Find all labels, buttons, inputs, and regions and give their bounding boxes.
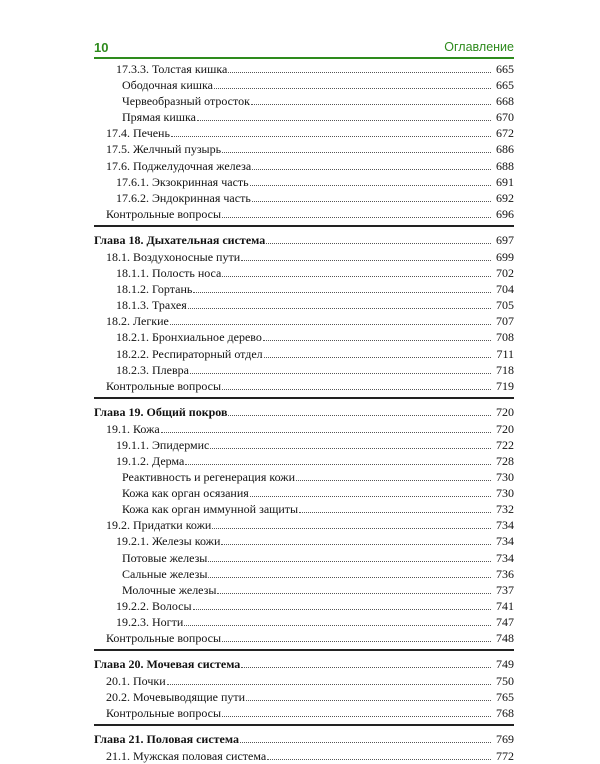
header-rule: [94, 57, 514, 59]
toc-entry-page: 722: [496, 437, 514, 452]
toc-entry-title: 18.2.1. Бронхиальное дерево: [116, 330, 262, 345]
toc-entry-title: 17.4. Печень: [106, 126, 170, 141]
dot-leader: [246, 699, 491, 701]
toc-entry[interactable]: [94, 190, 514, 206]
toc-chapter-entry[interactable]: [94, 731, 514, 748]
toc-entry[interactable]: [94, 533, 514, 549]
page-number: 10: [94, 40, 109, 55]
toc-entry[interactable]: [94, 550, 514, 566]
dot-leader: [212, 527, 491, 529]
toc-entry[interactable]: [94, 206, 514, 222]
dot-leader: [185, 463, 491, 465]
dot-leader: [193, 608, 491, 610]
dot-leader: [170, 323, 491, 325]
toc-entry[interactable]: [94, 437, 514, 453]
toc-entry[interactable]: [94, 453, 514, 469]
toc-entry-title: 19.2.3. Ногти: [116, 614, 184, 629]
toc-entry[interactable]: [94, 485, 514, 501]
dot-leader: [250, 495, 491, 497]
toc-entry-page: 708: [496, 330, 514, 345]
toc-entry-title: Контрольные вопросы: [106, 378, 222, 393]
toc-entry-page: 719: [496, 378, 514, 393]
toc-entry-title: 18.2. Легкие: [106, 314, 169, 329]
toc-entry-page: 772: [496, 749, 514, 764]
toc-entry-title: Глава 18. Дыхательная система: [94, 232, 266, 247]
toc-entry[interactable]: [94, 748, 514, 764]
toc-entry-page: 747: [496, 614, 514, 629]
toc-entry[interactable]: [94, 705, 514, 721]
toc-entry-title: Контрольные вопросы: [106, 631, 222, 645]
toc-entry-page: 665: [496, 62, 514, 76]
toc-group: [94, 731, 514, 764]
toc-chapter-entry[interactable]: [94, 232, 514, 249]
dot-leader: [167, 683, 491, 685]
toc-entry-page: 736: [496, 566, 514, 581]
dot-leader: [197, 119, 491, 121]
toc-group: [94, 656, 514, 721]
dot-leader: [296, 479, 491, 481]
dot-leader: [171, 135, 491, 137]
toc-entry-title: Глава 19. Общий покров: [94, 404, 228, 419]
toc-entry-page: 730: [496, 470, 514, 485]
toc-entry[interactable]: [94, 109, 514, 125]
toc-group: [94, 61, 514, 222]
toc-entry-page: 668: [496, 94, 514, 109]
toc-entry-title: Ободочная кишка: [122, 78, 213, 93]
dot-leader: [208, 560, 491, 562]
toc-entry[interactable]: [94, 329, 514, 345]
toc-entry[interactable]: [94, 362, 514, 378]
toc-entry-page: 768: [496, 706, 514, 721]
toc-entry[interactable]: [94, 501, 514, 517]
dot-leader: [221, 543, 491, 545]
toc-entry[interactable]: [94, 125, 514, 141]
dot-leader: [188, 307, 491, 309]
toc-entry-page: 705: [496, 298, 514, 313]
toc-entry-title: 18.1.2. Гортань: [116, 282, 193, 297]
toc-entry-title: Сальные железы: [122, 566, 208, 581]
page-header: [94, 38, 514, 58]
toc-entry[interactable]: [94, 61, 514, 77]
toc-entry[interactable]: [94, 598, 514, 614]
toc-entry[interactable]: [94, 93, 514, 109]
dot-leader: [251, 103, 491, 105]
toc-entry[interactable]: [94, 313, 514, 329]
toc-entry-page: 734: [496, 534, 514, 549]
dot-leader: [210, 447, 491, 449]
dot-leader: [184, 624, 491, 626]
toc-entry-page: 688: [496, 158, 514, 173]
toc-entry-page: 734: [496, 550, 514, 565]
toc-entry-page: 769: [496, 732, 514, 747]
toc-entry-page: 691: [496, 174, 514, 189]
toc-entry[interactable]: [94, 630, 514, 646]
toc-entry[interactable]: [94, 77, 514, 93]
toc-entry[interactable]: [94, 281, 514, 297]
toc-entry-title: 19.2.1. Железы кожи: [116, 534, 221, 549]
toc-entry-page: 730: [496, 486, 514, 501]
dot-leader: [208, 576, 491, 578]
chapter-divider: [94, 225, 514, 227]
dot-leader: [228, 414, 491, 416]
toc-entry-page: 692: [496, 190, 514, 205]
toc-entry[interactable]: [94, 673, 514, 689]
toc-entry-page: 750: [496, 674, 514, 689]
toc-entry-page: 707: [496, 314, 514, 329]
toc-entry-page: 732: [496, 502, 514, 517]
toc-entry-page: 718: [496, 362, 514, 377]
toc-entry-title: 18.2.3. Плевра: [116, 362, 189, 377]
chapter-divider: [94, 397, 514, 399]
toc-chapter-entry[interactable]: [94, 656, 514, 673]
toc-entry-page: 702: [496, 266, 514, 281]
toc-entry-page: 711: [496, 346, 514, 361]
toc-entry-page: 699: [496, 249, 514, 264]
toc-entry[interactable]: [94, 582, 514, 598]
chapter-divider: [94, 649, 514, 651]
toc-entry-page: 737: [496, 582, 514, 597]
toc-entry-title: 18.1.3. Трахея: [116, 298, 187, 313]
toc-entry[interactable]: [94, 689, 514, 705]
dot-leader: [252, 200, 491, 202]
section-title: Оглавление: [444, 40, 514, 54]
dot-leader: [228, 71, 491, 73]
toc-entry-title: Реактивность и регенерация кожи: [122, 470, 295, 485]
toc-entry-title: 17.3.3. Толстая кишка: [116, 62, 228, 76]
toc-entry[interactable]: [94, 614, 514, 630]
dot-leader: [161, 431, 491, 433]
dot-leader: [240, 741, 491, 743]
toc-entry-page: 665: [496, 78, 514, 93]
toc-entry-page: 696: [496, 206, 514, 221]
toc-entry[interactable]: [94, 346, 514, 362]
toc-entry-title: 18.1.1. Полость носа: [116, 266, 222, 281]
toc-entry-title: Червеобразный отросток: [122, 94, 250, 109]
toc-entry-title: 19.1.2. Дерма: [116, 453, 185, 468]
toc-entry-title: Контрольные вопросы: [106, 706, 222, 721]
table-of-contents: [94, 61, 514, 764]
toc-entry-title: Кожа как орган осязания: [122, 486, 249, 501]
dot-leader: [263, 339, 491, 341]
dot-leader: [299, 511, 491, 513]
toc-entry[interactable]: [94, 378, 514, 394]
dot-leader: [250, 184, 491, 186]
toc-entry-title: Молочные железы: [122, 582, 217, 597]
dot-leader: [252, 168, 491, 170]
dot-leader: [222, 715, 491, 717]
toc-entry-title: Потовые железы: [122, 550, 208, 565]
chapter-divider: [94, 724, 514, 726]
toc-entry[interactable]: [94, 421, 514, 437]
toc-entry-title: Глава 20. Мочевая система: [94, 657, 241, 672]
dot-leader: [190, 372, 491, 374]
dot-leader: [241, 666, 491, 668]
toc-entry-title: Глава 21. Половая система: [94, 732, 239, 747]
dot-leader: [267, 758, 491, 760]
dot-leader: [222, 275, 491, 277]
toc-entry-title: 19.1. Кожа: [106, 421, 160, 436]
toc-entry[interactable]: [94, 158, 514, 174]
toc-entry-page: 670: [496, 110, 514, 125]
toc-entry-page: 728: [496, 453, 514, 468]
toc-entry-title: 17.6.2. Эндокринная часть: [116, 190, 251, 205]
toc-entry-title: 17.6.1. Экзокринная часть: [116, 174, 249, 189]
toc-group: [94, 404, 514, 646]
toc-entry[interactable]: [94, 297, 514, 313]
dot-leader: [264, 356, 491, 358]
toc-group: [94, 232, 514, 394]
toc-entry-title: 19.1.1. Эпидермис: [116, 437, 210, 452]
toc-entry-title: 20.2. Мочевыводящие пути: [106, 690, 246, 705]
dot-leader: [266, 242, 491, 244]
toc-entry[interactable]: [94, 174, 514, 190]
toc-entry-page: 765: [496, 690, 514, 705]
toc-entry-page: 672: [496, 126, 514, 141]
toc-entry-title: 18.2.2. Респираторный отдел: [116, 346, 263, 361]
toc-entry-page: 748: [496, 631, 514, 645]
toc-entry[interactable]: [94, 469, 514, 485]
toc-entry-page: 686: [496, 142, 514, 157]
toc-entry-title: 19.2. Придатки кожи: [106, 518, 212, 533]
toc-entry-page: 697: [496, 232, 514, 247]
dot-leader: [241, 259, 491, 261]
toc-entry-page: 741: [496, 598, 514, 613]
toc-entry-title: 20.1. Почки: [106, 674, 166, 689]
toc-entry-title: Кожа как орган иммунной защиты: [122, 502, 299, 517]
dot-leader: [222, 151, 491, 153]
toc-entry-page: 749: [496, 657, 514, 672]
toc-entry-page: 720: [496, 404, 514, 419]
toc-entry-title: 21.1. Мужская половая система: [106, 749, 267, 764]
dot-leader: [217, 592, 491, 594]
toc-entry-title: Контрольные вопросы: [106, 206, 222, 221]
toc-entry[interactable]: [94, 566, 514, 582]
toc-entry-page: 734: [496, 518, 514, 533]
dot-leader: [222, 216, 491, 218]
toc-entry-page: 720: [496, 421, 514, 436]
toc-entry-title: Прямая кишка: [122, 110, 197, 125]
dot-leader: [193, 291, 491, 293]
toc-entry[interactable]: [94, 249, 514, 265]
dot-leader: [214, 87, 491, 89]
toc-chapter-entry[interactable]: [94, 404, 514, 421]
toc-entry-title: 19.2.2. Волосы: [116, 598, 192, 613]
toc-entry-title: 17.5. Желчный пузырь: [106, 142, 222, 157]
dot-leader: [222, 640, 491, 642]
toc-entry-title: 18.1. Воздухоносные пути: [106, 249, 241, 264]
toc-entry[interactable]: [94, 265, 514, 281]
toc-entry-page: 704: [496, 282, 514, 297]
toc-entry-title: 17.6. Поджелудочная железа: [106, 158, 252, 173]
toc-entry[interactable]: [94, 517, 514, 533]
dot-leader: [222, 388, 491, 390]
toc-entry[interactable]: [94, 141, 514, 157]
